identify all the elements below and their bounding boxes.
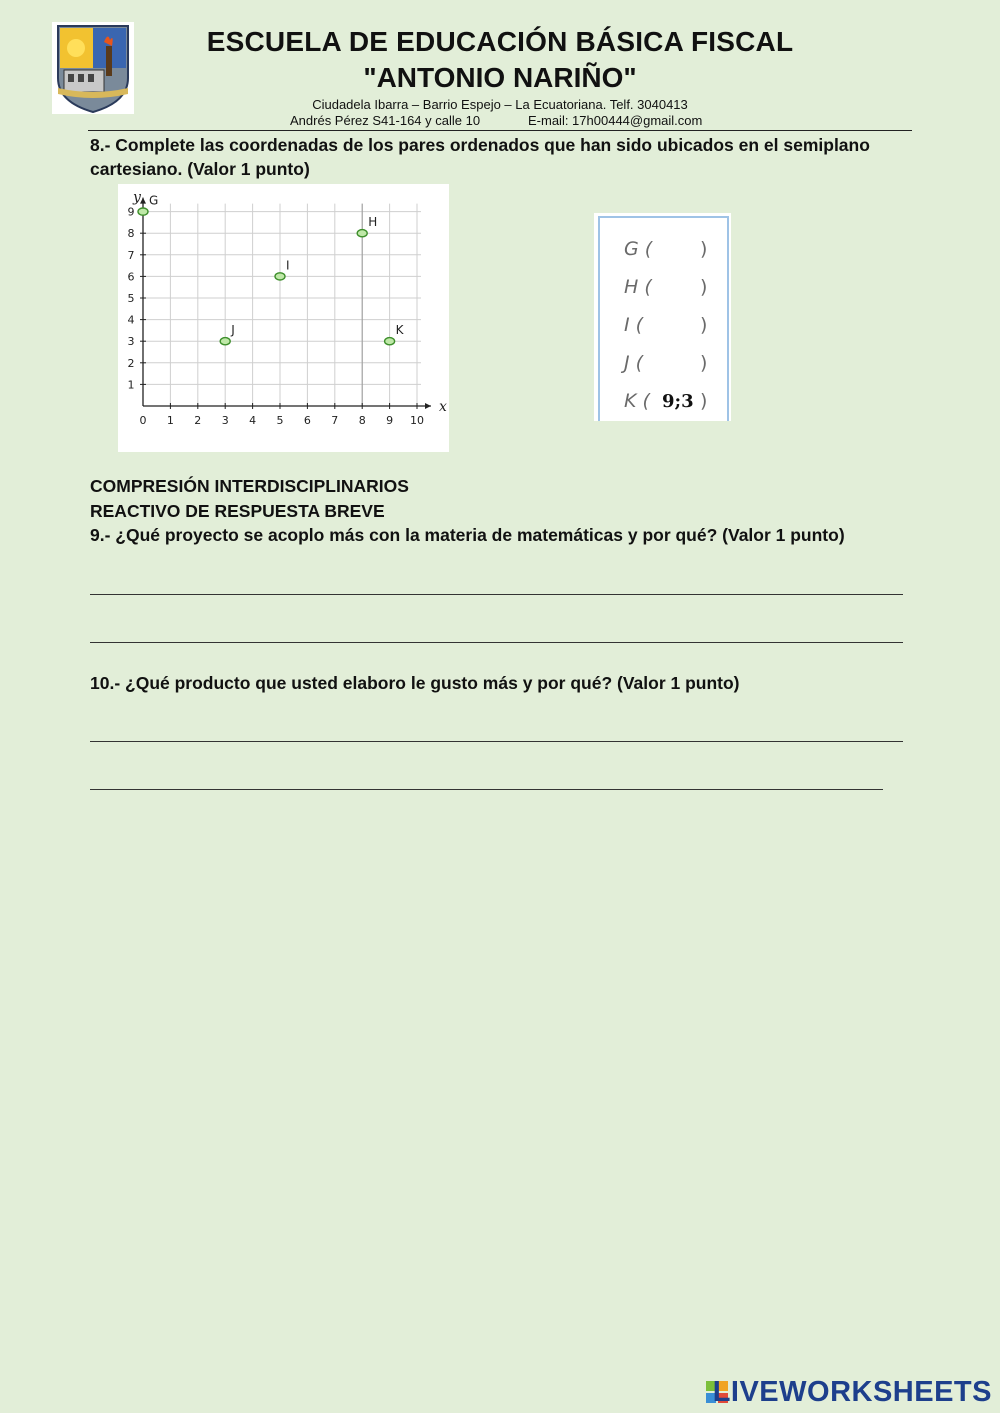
answer-line-10b[interactable] (90, 789, 883, 790)
email-text: E-mail: 17h00444@gmail.com (528, 113, 703, 128)
x-tick-label: 0 (139, 414, 147, 427)
x-tick-label: 6 (303, 414, 311, 427)
y-tick-label: 8 (127, 227, 135, 241)
y-tick-label: 5 (127, 292, 135, 305)
answer-label-h: H ( (624, 276, 652, 298)
answer-line-9a[interactable] (90, 594, 903, 595)
liveworksheets-brand: LIVEWORKSHEETS (712, 1376, 992, 1408)
x-tick-label: 5 (276, 414, 284, 427)
answer-label-i: I ( (624, 314, 644, 336)
address-line1: Ciudadela Ibarra – Barrio Espejo – La Ecuatoriana. Telf. 3040413 (312, 97, 688, 112)
y-tick-label: 7 (127, 248, 135, 262)
answer-line-10a[interactable] (90, 741, 903, 742)
answer-close-paren: ) (700, 390, 708, 412)
point-label-j: J (231, 323, 235, 338)
x-tick-label: 10 (410, 414, 424, 427)
question-8-text: 8.- Complete las coordenadas de los pares ordenados que han sido ubicados en el semiplano cartesiano. (Valor 1 punto) (90, 135, 870, 179)
y-tick-label: 4 (127, 313, 135, 327)
x-tick-label: 2 (194, 414, 202, 427)
x-tick-label: 7 (331, 414, 339, 427)
question-10-text: 10.- ¿Qué producto que usted elaboro le gusto más y por qué? (Valor 1 punto) (90, 673, 740, 693)
point-g (138, 208, 148, 215)
answer-input-i[interactable] (662, 315, 696, 337)
x-tick-label: 1 (166, 414, 174, 427)
point-label-g: G (149, 193, 159, 208)
point-j (220, 338, 230, 345)
y-tick-label: 3 (127, 335, 135, 349)
x-tick-label: 9 (386, 414, 394, 427)
x-axis-label: x (439, 399, 447, 415)
answer-box (594, 213, 731, 421)
point-label-h: H (368, 215, 378, 230)
school-name-line1: ESCUELA DE EDUCACIÓN BÁSICA FISCAL (206, 26, 794, 57)
answer-input-g[interactable] (662, 239, 696, 261)
answer-label-g: G ( (624, 238, 653, 260)
school-name-line2: "ANTONIO NARIÑO" (363, 62, 637, 93)
answer-close-paren: ) (700, 352, 708, 374)
answer-close-paren: ) (700, 276, 708, 298)
section-heading-short-answer: REACTIVO DE RESPUESTA BREVE (90, 501, 385, 521)
answer-close-paren: ) (700, 314, 708, 336)
y-tick-label: 1 (127, 378, 135, 392)
y-tick-label: 9 (127, 205, 135, 219)
x-tick-label: 8 (358, 414, 366, 427)
point-h (357, 230, 367, 237)
y-tick-label: 6 (127, 270, 135, 284)
answer-input-k[interactable]: 9;3 (662, 391, 694, 412)
answer-box-frame (598, 216, 729, 421)
answer-label-j: J ( (624, 352, 644, 374)
header-divider (88, 130, 912, 131)
question-9-text: 9.- ¿Qué proyecto se acoplo más con la materia de matemáticas y por qué? (Valor 1 punto) (90, 525, 845, 545)
x-tick-label: 3 (221, 414, 229, 427)
section-heading-interdisciplinary: COMPRESIÓN INTERDISCIPLINARIOS (90, 476, 409, 496)
point-i (275, 273, 285, 280)
y-axis-label: y (133, 189, 141, 206)
point-label-k: K (395, 323, 404, 338)
cartesian-plane (118, 184, 449, 452)
answer-close-paren: ) (700, 238, 708, 260)
answer-line-9b[interactable] (90, 642, 903, 643)
x-axis-arrow (425, 403, 431, 409)
point-k (385, 338, 395, 345)
answer-input-j[interactable] (662, 353, 696, 375)
address-line2: Andrés Pérez S41-164 y calle 10 (290, 113, 481, 128)
answer-label-k: K ( (624, 390, 650, 412)
answer-input-h[interactable] (662, 277, 696, 299)
y-tick-label: 2 (127, 356, 135, 370)
point-label-i: I (286, 258, 290, 273)
x-tick-label: 4 (249, 414, 257, 427)
